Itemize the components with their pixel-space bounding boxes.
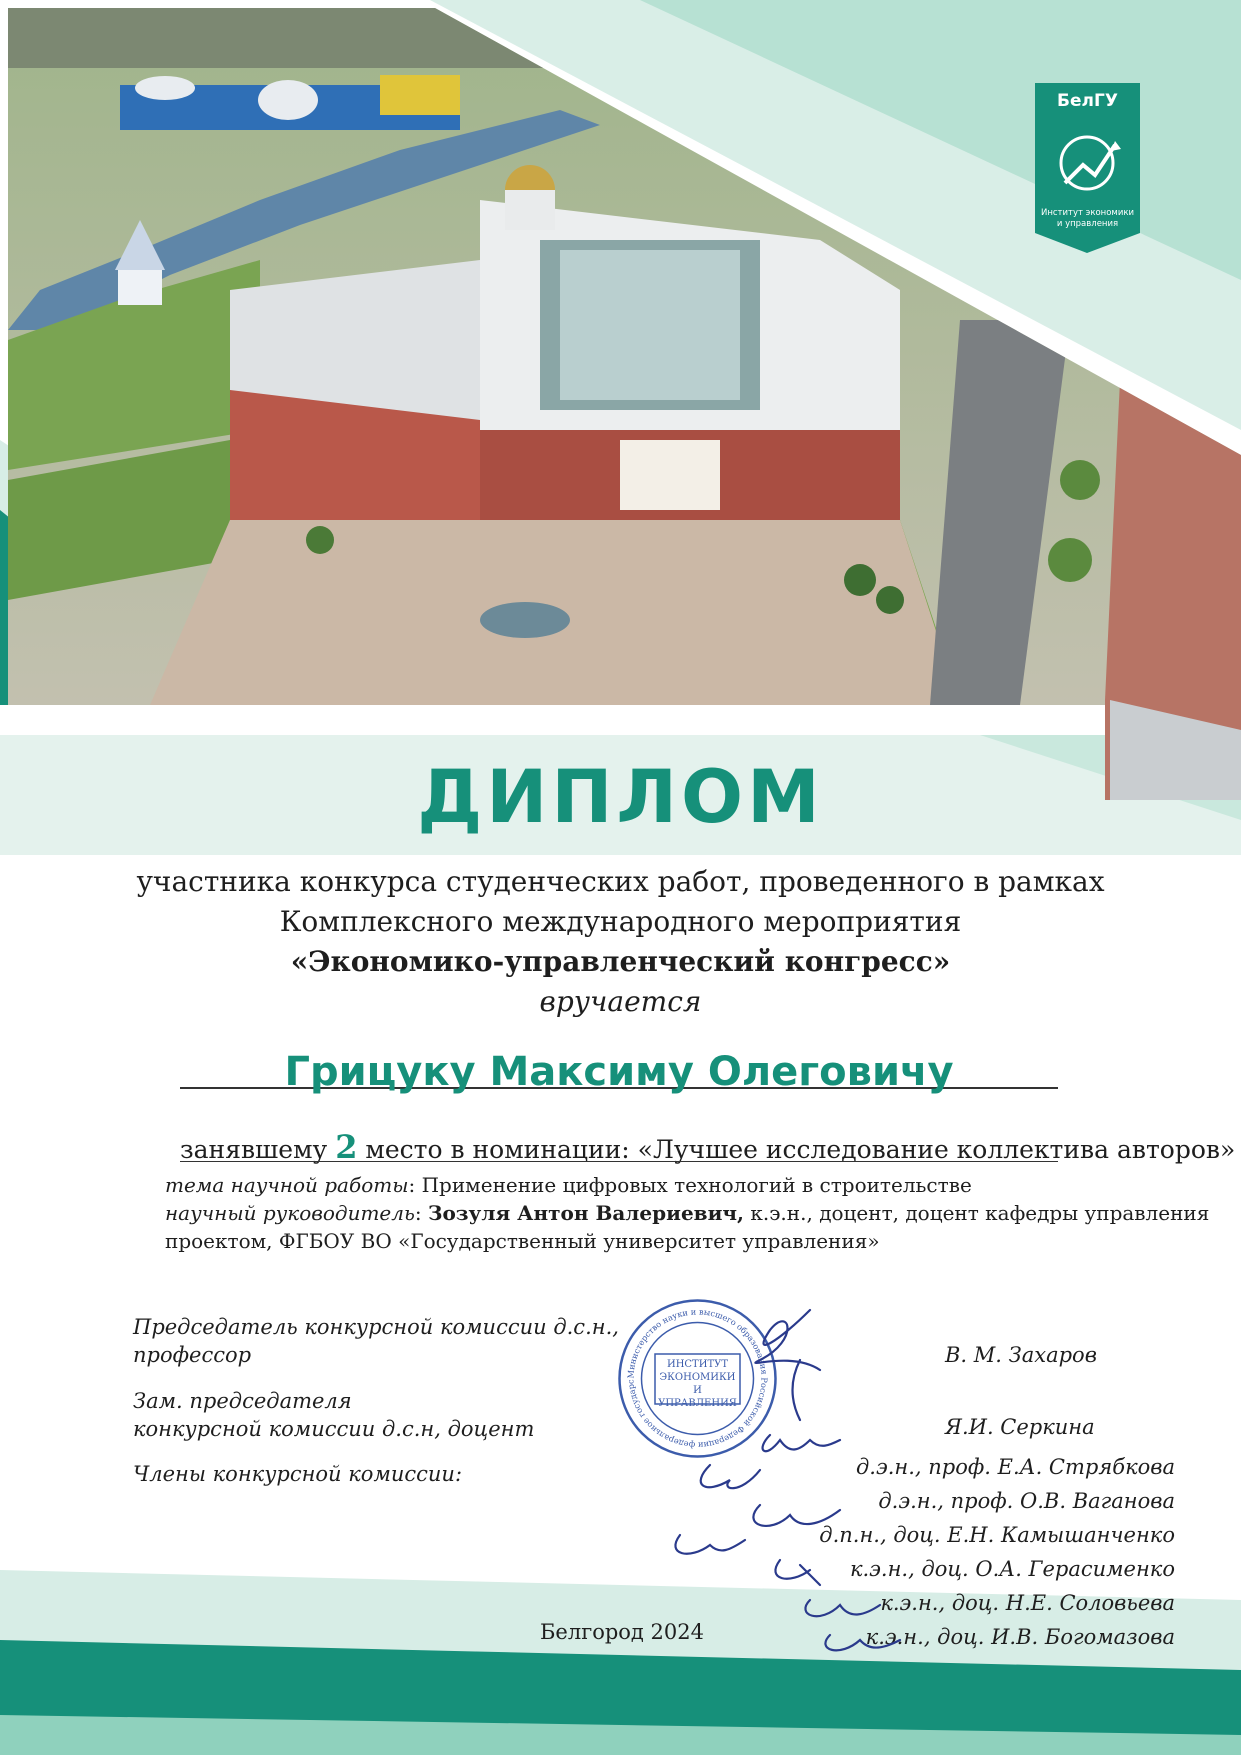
advisor-rest: к.э.н., доцент, доцент кафедры управления xyxy=(744,1201,1210,1225)
event-name: «Экономико-управленческий конгресс» xyxy=(290,945,951,978)
advisor-line-2: проектом, ФГБОУ ВО «Государственный университет управления» xyxy=(165,1229,880,1253)
topic-label: тема научной работы xyxy=(165,1173,409,1197)
signature-chair xyxy=(755,1310,820,1420)
logo-subtitle-line1: Институт экономики xyxy=(1040,208,1135,218)
advisor-label: научный руководитель xyxy=(165,1201,415,1225)
place-suffix: место в номинации: «Лучшее исследование коллектива авторов» xyxy=(365,1135,1236,1164)
signature-member-4 xyxy=(775,1560,820,1585)
awarded-word: вручается xyxy=(539,985,702,1018)
member-item: к.э.н., доц. И.В. Богомазова xyxy=(865,1625,1175,1649)
deputy-label-line1: Зам. председателя xyxy=(133,1389,352,1413)
logo-subtitle xyxy=(1035,208,1140,230)
stamp-center-line3: УПРАВЛЕНИЯ xyxy=(658,1398,737,1409)
diploma-title: ДИПЛОМ xyxy=(417,755,824,840)
signature-member-6 xyxy=(825,1635,900,1650)
signature-member-2 xyxy=(753,1505,840,1526)
recipient-name: Грицуку Максиму Олеговичу xyxy=(284,1049,954,1095)
stamp-center-line1: ИНСТИТУТ xyxy=(666,1359,729,1370)
chair-name: В. М. Захаров xyxy=(945,1343,1097,1367)
stamp-ring-text: Министерство науки и высшего образования Российской Федерации федеральное государс xyxy=(625,1306,770,1451)
topic-value: : Применение цифровых технологий в строительстве xyxy=(408,1173,972,1197)
intro-line-2: Комплексного международного мероприятия xyxy=(279,905,962,938)
member-item: д.э.н., проф. О.В. Ваганова xyxy=(878,1489,1175,1513)
signatures xyxy=(650,1300,910,1660)
chair-label-line1: Председатель конкурсной комиссии д.с.н., xyxy=(133,1315,619,1339)
signature-deputy xyxy=(763,1435,840,1451)
advisor-line xyxy=(165,1201,1209,1225)
member-item: к.э.н., доц. Н.Е. Соловьева xyxy=(880,1591,1175,1615)
deputy-label xyxy=(133,1387,534,1443)
advisor-colon: : xyxy=(414,1201,429,1225)
city-year: Белгород 2024 xyxy=(540,1620,704,1644)
chair-label-line2: профессор xyxy=(133,1343,252,1367)
member-item: к.э.н., доц. О.А. Герасименко xyxy=(849,1557,1175,1581)
chair-label xyxy=(133,1313,619,1369)
stamp-center-line2: ЭКОНОМИКИ И xyxy=(659,1372,736,1396)
place-number: 2 xyxy=(335,1128,358,1166)
signature-member-5 xyxy=(805,1600,880,1616)
members-label: Члены конкурсной комиссии: xyxy=(133,1462,463,1486)
advisor-name: Зозуля Антон Валериевич, xyxy=(428,1201,745,1225)
belgu-logo xyxy=(1035,83,1140,253)
place-prefix: занявшему xyxy=(180,1135,328,1164)
logo-name: БелГУ xyxy=(1057,91,1118,111)
deputy-name: Я.И. Серкина xyxy=(945,1415,1095,1439)
member-item: д.э.н., проф. Е.А. Стрябкова xyxy=(855,1455,1175,1479)
intro-line-1: участника конкурса студенческих работ, проведенного в рамках xyxy=(136,865,1105,898)
member-item: д.п.н., доц. Е.Н. Камышанченко xyxy=(819,1523,1175,1547)
deputy-label-line2: конкурсной комиссии д.с.н, доцент xyxy=(133,1417,535,1441)
signature-member-3 xyxy=(675,1535,745,1554)
signature-member-1 xyxy=(701,1465,760,1488)
place-underline xyxy=(180,1161,1058,1162)
topic-line xyxy=(165,1173,972,1197)
logo-subtitle-line2: и управления xyxy=(1056,219,1119,229)
